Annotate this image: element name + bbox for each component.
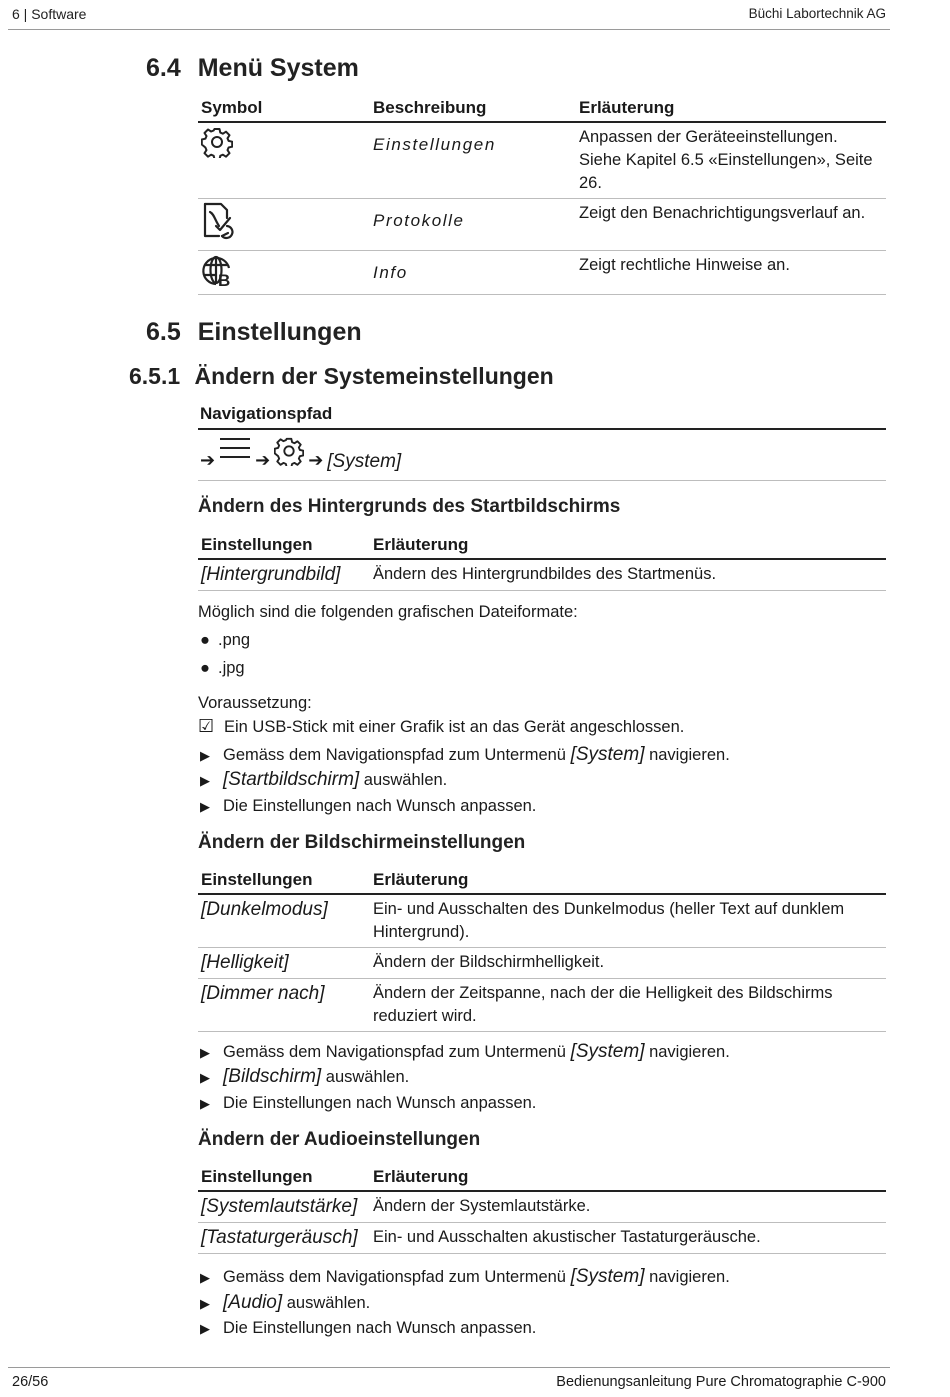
formats-intro: Möglich sind die folgenden grafischen Dateiformate:: [198, 603, 578, 621]
screen-heading: Ändern der Bildschirmeinstellungen: [198, 832, 526, 853]
explanation-cell: Ein- und Ausschalten akustischer Tastaturgeräusche.: [370, 1222, 886, 1253]
step-text: navigieren.: [644, 746, 730, 764]
setting-cell: [Systemlautstärke]: [198, 1191, 370, 1222]
section-6-4-heading: [146, 54, 359, 83]
explanation-line: Siehe Kapitel 6.5 «Einstellungen», Seite 26.: [579, 151, 873, 193]
play-triangle-icon: ▶: [200, 1096, 210, 1111]
step-item: [200, 744, 730, 766]
column-header: Einstellungen: [198, 533, 370, 559]
checkbox-checked-icon: ☑: [198, 716, 215, 736]
symbol-cell: [198, 251, 370, 295]
table-row: [198, 251, 886, 295]
nav-path-bottom-rule: [198, 480, 886, 481]
format-text: .jpg: [218, 659, 245, 677]
list-item: [200, 659, 245, 678]
column-header: Einstellungen: [198, 1165, 370, 1191]
play-triangle-icon: ▶: [200, 1045, 210, 1060]
document-title: Bedienungsanleitung Pure Chromatographie C-900: [556, 1374, 886, 1390]
explanation-line: Anpassen der Geräteeinstellungen.: [579, 128, 838, 146]
step-text: Die Einstellungen nach Wunsch anpassen.: [223, 797, 537, 815]
step-text: Gemäss dem Navigationspfad zum Untermenü: [223, 746, 571, 764]
explanation-cell: Ein- und Ausschalten des Dunkelmodus (heller Text auf dunklem Hintergrund).: [370, 894, 886, 948]
table-row: [198, 1222, 886, 1253]
setting-cell: [Dunkelmodus]: [198, 894, 370, 948]
gear-icon: [201, 126, 233, 158]
setting-cell: [Hintergrundbild]: [198, 559, 370, 590]
step-item: [200, 769, 447, 791]
table-row: [198, 199, 886, 251]
section-title: Menü System: [197, 54, 359, 82]
audio-table: [198, 1165, 886, 1254]
symbol-cell: [198, 199, 370, 251]
column-header: Beschreibung: [370, 96, 576, 122]
explanation-cell: [576, 122, 886, 199]
table-header-row: [198, 96, 886, 122]
bullet-icon: ●: [200, 631, 210, 649]
step-menu-term: [Startbildschirm]: [223, 769, 360, 790]
nav-target: [System]: [327, 451, 402, 472]
prerequisite-text: Ein USB-Stick mit einer Grafik ist an das Gerät angeschlossen.: [224, 718, 685, 736]
prerequisite-label: Voraussetzung:: [198, 694, 312, 712]
arrow-icon: ➔: [255, 450, 271, 470]
table-header-row: [198, 868, 886, 894]
step-text: Die Einstellungen nach Wunsch anpassen.: [223, 1094, 537, 1112]
table-header-row: [198, 1165, 886, 1191]
explanation-cell: Ändern der Zeitspanne, nach der die Helligkeit des Bildschirms reduziert wird.: [370, 978, 886, 1031]
hamburger-menu-icon: [219, 436, 251, 462]
play-triangle-icon: ▶: [200, 773, 210, 788]
globe-b-icon: [201, 254, 235, 288]
table-row: [198, 948, 886, 979]
step-item: [200, 1266, 730, 1288]
table-row: [198, 122, 886, 199]
step-menu-term: [System]: [570, 1041, 645, 1062]
page-number: 26/56: [12, 1374, 49, 1390]
footer-rule: [8, 1367, 890, 1368]
step-text: auswählen.: [359, 771, 448, 789]
bullet-icon: ●: [200, 659, 210, 677]
table-row: [198, 894, 886, 948]
step-text: Gemäss dem Navigationspfad zum Untermenü: [223, 1043, 571, 1061]
arrow-icon: ➔: [200, 450, 216, 470]
step-menu-term: [System]: [570, 1266, 645, 1287]
description-cell: Einstellungen: [370, 122, 576, 199]
table-row: [198, 978, 886, 1031]
section-number: 6.4: [146, 54, 181, 82]
step-menu-term: [System]: [570, 744, 645, 765]
step-item: [200, 1292, 370, 1314]
play-triangle-icon: ▶: [200, 1070, 210, 1085]
list-item: [200, 631, 250, 650]
play-triangle-icon: ▶: [200, 1270, 210, 1285]
step-text: auswählen.: [321, 1068, 410, 1086]
step-text: navigieren.: [644, 1043, 730, 1061]
protocol-icon: [201, 202, 235, 240]
svg-text:B: B: [218, 271, 231, 289]
screen-table: [198, 868, 886, 1032]
table-header-row: [198, 533, 886, 559]
description-cell: Protokolle: [370, 199, 576, 251]
step-text: auswählen.: [282, 1294, 371, 1312]
play-triangle-icon: ▶: [200, 1321, 210, 1336]
explanation-cell: [576, 199, 886, 251]
step-text: Die Einstellungen nach Wunsch anpassen.: [223, 1319, 537, 1337]
setting-cell: [Dimmer nach]: [198, 978, 370, 1031]
play-triangle-icon: ▶: [200, 799, 210, 814]
section-6-5-1-heading: [129, 363, 554, 390]
section-number: 6.5: [146, 318, 181, 346]
column-header: Erläuterung: [576, 96, 886, 122]
background-table: [198, 533, 886, 591]
nav-path-header: Navigationspfad: [200, 404, 333, 423]
column-header: Erläuterung: [370, 533, 886, 559]
play-triangle-icon: ▶: [200, 1296, 210, 1311]
explanation-cell: Ändern der Bildschirmhelligkeit.: [370, 948, 886, 979]
symbol-cell: [198, 122, 370, 199]
explanation-cell: [576, 251, 886, 295]
step-item: [200, 1066, 409, 1088]
step-item: [200, 1317, 536, 1339]
page-header-right: Büchi Labortechnik AG: [748, 6, 886, 21]
step-item: [200, 795, 536, 817]
explanation-line: Zeigt den Benachrichtigungsverlauf an.: [579, 204, 866, 223]
section-number: 6.5.1: [129, 363, 181, 389]
header-rule: [8, 29, 890, 30]
description-cell: Info: [370, 251, 576, 295]
explanation-line: Zeigt rechtliche Hinweise an.: [579, 256, 790, 275]
table-row: [198, 1191, 886, 1222]
play-triangle-icon: ▶: [200, 748, 210, 763]
explanation-cell: Ändern der Systemlautstärke.: [370, 1191, 886, 1222]
prerequisite-item: [198, 716, 684, 737]
nav-path-rule: [198, 428, 886, 430]
table-row: [198, 559, 886, 590]
format-text: .png: [218, 631, 251, 649]
step-menu-term: [Audio]: [223, 1292, 283, 1313]
background-heading: Ändern des Hintergrunds des Startbildschirms: [198, 496, 621, 517]
section-6-5-heading: [146, 318, 362, 347]
system-menu-table: [198, 96, 886, 295]
gear-icon: [274, 436, 304, 466]
column-header: Erläuterung: [370, 1165, 886, 1191]
column-header: Symbol: [198, 96, 370, 122]
nav-path: [200, 434, 401, 474]
section-title: Einstellungen: [197, 318, 362, 346]
step-text: Gemäss dem Navigationspfad zum Untermenü: [223, 1268, 571, 1286]
page-header-left: 6 | Software: [12, 6, 87, 22]
arrow-icon: ➔: [308, 450, 324, 470]
step-menu-term: [Bildschirm]: [223, 1066, 322, 1087]
setting-cell: [Tastaturgeräusch]: [198, 1222, 370, 1253]
column-header: Erläuterung: [370, 868, 886, 894]
audio-heading: Ändern der Audioeinstellungen: [198, 1129, 481, 1150]
step-item: [200, 1041, 730, 1063]
setting-cell: [Helligkeit]: [198, 948, 370, 979]
section-title: Ändern der Systemeinstellungen: [194, 363, 554, 389]
explanation-cell: Ändern des Hintergrundbildes des Startmenüs.: [370, 559, 886, 590]
column-header: Einstellungen: [198, 868, 370, 894]
step-text: navigieren.: [644, 1268, 730, 1286]
step-item: [200, 1092, 536, 1114]
